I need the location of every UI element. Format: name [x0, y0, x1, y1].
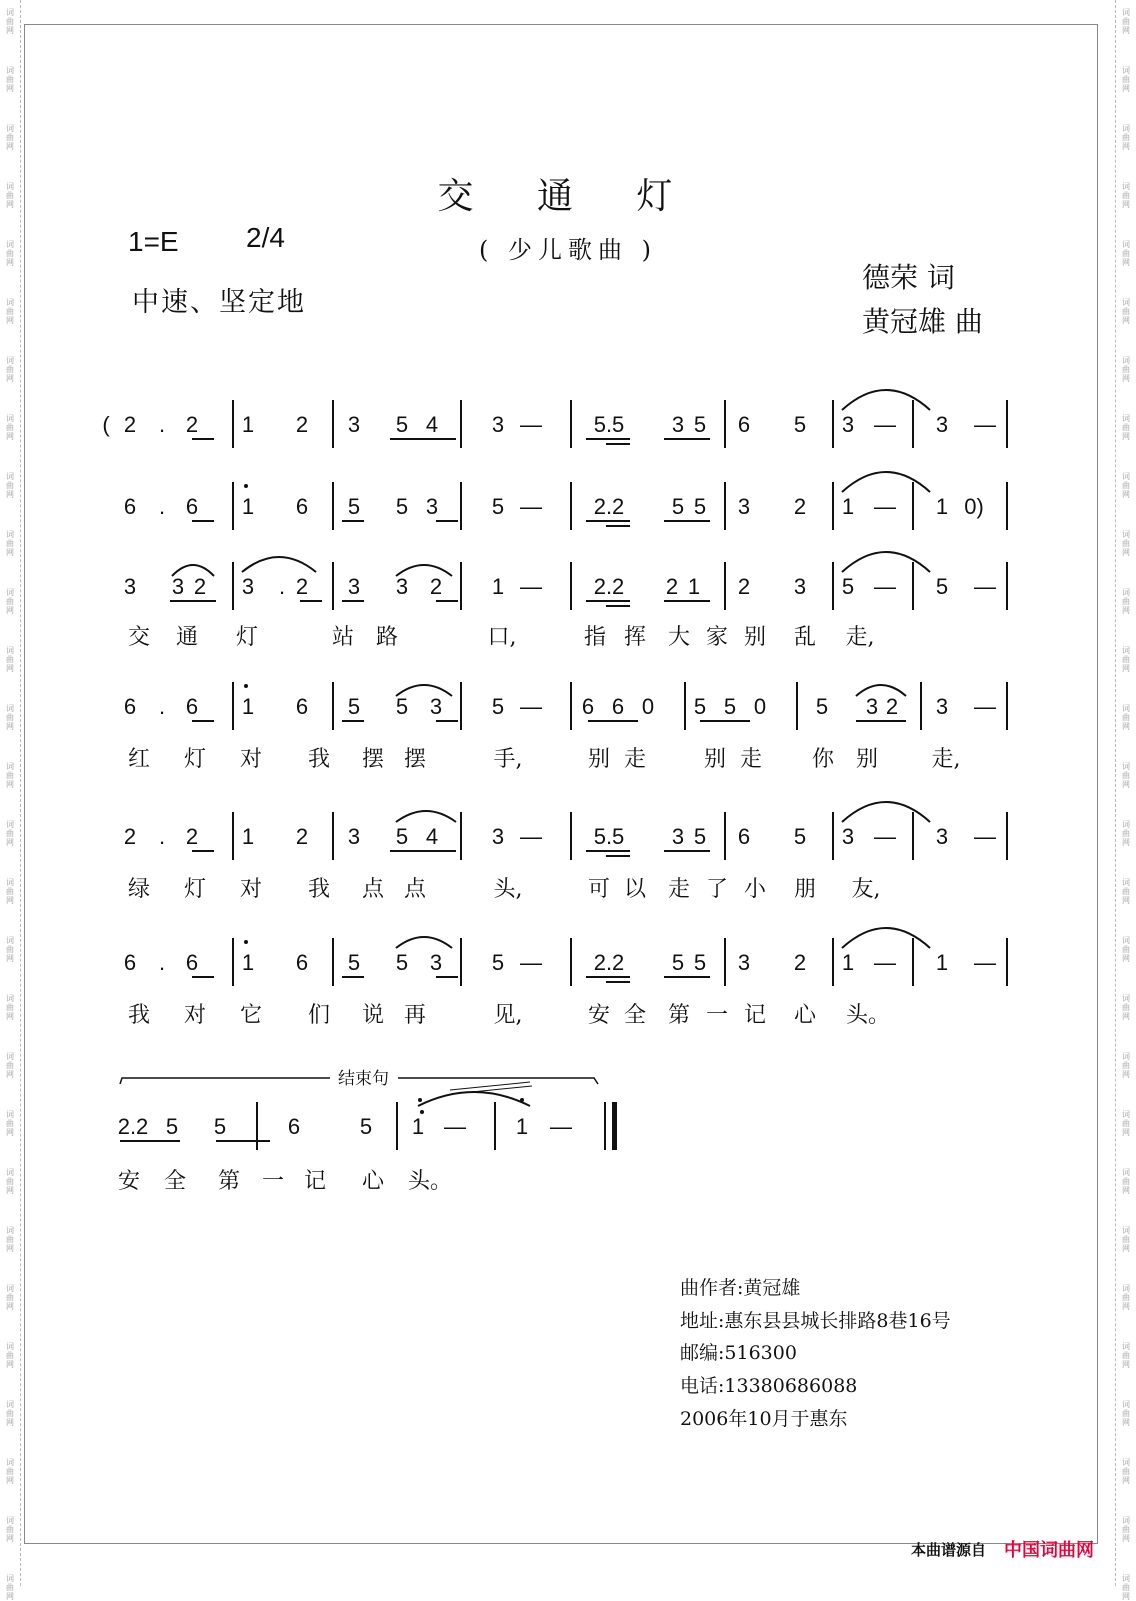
- note: 5: [815, 694, 829, 719]
- lyric-char: 点: [403, 877, 426, 902]
- note: 5: [693, 494, 707, 519]
- watermark-glyph: 词 曲 网: [1122, 1226, 1130, 1253]
- watermark-glyph: 词 曲 网: [1122, 414, 1130, 441]
- note: 2.2: [593, 950, 625, 975]
- watermark-glyph: 词 曲 网: [6, 646, 14, 673]
- lyric-char: 一: [705, 1003, 728, 1028]
- note: 5: [693, 412, 707, 437]
- note: 2: [123, 824, 137, 849]
- lyric-char: 们: [307, 1003, 330, 1028]
- note: 3: [241, 574, 255, 599]
- watermark-glyph: 词 曲 网: [1122, 1110, 1130, 1137]
- lyric-char: 交: [127, 625, 150, 650]
- lyricist-credit: 德荣 词: [862, 261, 955, 294]
- slur: [396, 937, 452, 948]
- note: 1: [241, 412, 255, 437]
- note: 6: [123, 694, 137, 719]
- slur: [172, 565, 214, 576]
- note: 1: [241, 494, 255, 519]
- watermark-glyph: 词 曲 网: [1122, 530, 1130, 557]
- lyric-char: 灯: [235, 625, 258, 650]
- watermark-glyph: 词 曲 网: [6, 1574, 14, 1601]
- note: 5: [347, 494, 361, 519]
- note: —: [974, 412, 996, 437]
- note: —: [974, 574, 996, 599]
- note: 6: [185, 694, 199, 719]
- note: 2: [193, 574, 207, 599]
- ending-note: 5: [359, 1114, 373, 1139]
- ending-note: 5: [165, 1114, 179, 1139]
- watermark-glyph: 词 曲 网: [6, 1052, 14, 1079]
- note: 5: [347, 694, 361, 719]
- note: 5.5: [593, 412, 625, 437]
- note: 6: [295, 694, 309, 719]
- note: 6: [737, 412, 751, 437]
- note: 6: [185, 494, 199, 519]
- note: 1: [241, 694, 255, 719]
- lyric-char: 全: [623, 1003, 646, 1028]
- watermark-glyph: 词 曲 网: [1122, 1574, 1130, 1601]
- note: 3: [737, 494, 751, 519]
- note: 3: [865, 694, 879, 719]
- tempo-marking: 中速、坚定地: [132, 287, 306, 318]
- lyric-char: 走,: [931, 747, 961, 772]
- watermark-glyph: 词 曲 网: [1122, 820, 1130, 847]
- note: 6: [295, 494, 309, 519]
- watermark-glyph: 词 曲 网: [1122, 356, 1130, 383]
- watermark-glyph: 词 曲 网: [6, 820, 14, 847]
- ending-note: 1: [515, 1114, 529, 1139]
- lyric-char: 见,: [493, 1003, 523, 1028]
- watermark-glyph: 词 曲 网: [6, 994, 14, 1021]
- watermark-glyph: 词 曲 网: [6, 1516, 14, 1543]
- lyric-char: 以: [623, 877, 646, 902]
- note: 5: [671, 494, 685, 519]
- watermark-glyph: 词 曲 网: [1122, 762, 1130, 789]
- note: 6: [581, 694, 595, 719]
- note: 3: [737, 950, 751, 975]
- lyric-char: 头,: [493, 877, 523, 902]
- note: 3: [671, 824, 685, 849]
- note: 2: [885, 694, 899, 719]
- tie: [842, 552, 930, 572]
- lyric-char: 头。: [408, 1169, 453, 1194]
- note: 2: [665, 574, 679, 599]
- note: 3: [171, 574, 185, 599]
- slur: [856, 685, 906, 696]
- lyric-char: 路: [375, 625, 398, 650]
- note: 6: [611, 694, 625, 719]
- song-title: 交 通 灯: [437, 176, 699, 217]
- note: 5: [841, 574, 855, 599]
- watermark-glyph: 词 曲 网: [6, 472, 14, 499]
- lyric-char: 口,: [487, 625, 517, 650]
- lyric-char: 点: [361, 877, 384, 902]
- watermark-glyph: 词 曲 网: [6, 1284, 14, 1311]
- note: 2: [793, 494, 807, 519]
- note: 3: [395, 574, 409, 599]
- lyric-char: 别: [587, 747, 610, 772]
- watermark-glyph: 词 曲 网: [6, 530, 14, 557]
- watermark-glyph: 词 曲 网: [1122, 646, 1130, 673]
- watermark-glyph: 词 曲 网: [6, 414, 14, 441]
- note: 1: [841, 950, 855, 975]
- lyric-char: 头。: [846, 1003, 891, 1028]
- note: 2.2: [593, 574, 625, 599]
- lyric-char: 走: [739, 747, 762, 772]
- watermark-glyph: 词 曲 网: [6, 298, 14, 325]
- watermark-glyph: 词 曲 网: [1122, 472, 1130, 499]
- decrescendo-line: [450, 1082, 530, 1090]
- note: 0: [753, 694, 767, 719]
- note: .: [278, 574, 286, 599]
- watermark-glyph: 词 曲 网: [1122, 704, 1130, 731]
- note: —: [874, 494, 896, 519]
- note: 3: [491, 824, 505, 849]
- watermark-glyph: 词 曲 网: [6, 1458, 14, 1485]
- note: 5: [793, 412, 807, 437]
- tie: [418, 1092, 530, 1106]
- tie: [842, 802, 930, 822]
- lyric-char: 指: [583, 625, 606, 650]
- note: —: [874, 824, 896, 849]
- watermark-glyph: 词 曲 网: [6, 878, 14, 905]
- lyric-char: 你: [811, 747, 834, 772]
- note: 5: [491, 694, 505, 719]
- watermark-glyph: 词 曲 网: [1122, 936, 1130, 963]
- note: 3: [429, 950, 443, 975]
- note: 3: [935, 412, 949, 437]
- ending-note: 6: [287, 1114, 301, 1139]
- lyric-char: 对: [239, 877, 262, 902]
- lyric-char: 家: [705, 625, 728, 650]
- lyric-char: 友,: [851, 877, 881, 902]
- note: 2: [295, 824, 309, 849]
- lyric-char: 对: [239, 747, 262, 772]
- watermark-glyph: 词 曲 网: [1122, 1342, 1130, 1369]
- note: —: [874, 412, 896, 437]
- note: 5: [793, 824, 807, 849]
- watermark-glyph: 词 曲 网: [6, 1168, 14, 1195]
- note: —: [520, 950, 542, 975]
- watermark-glyph: 词 曲 网: [1122, 1052, 1130, 1079]
- note: 3: [841, 412, 855, 437]
- lyric-char: 了: [705, 877, 728, 902]
- note: .: [158, 412, 166, 437]
- lyric-char: 通: [175, 625, 198, 650]
- note: 3: [793, 574, 807, 599]
- lyric-char: 乱: [793, 625, 816, 650]
- watermark-glyph: 词 曲 网: [6, 1342, 14, 1369]
- info-postcode: 邮编:516300: [680, 1342, 797, 1364]
- note: .: [158, 824, 166, 849]
- note: —: [874, 574, 896, 599]
- slur: [242, 557, 316, 572]
- note: 2.2: [593, 494, 625, 519]
- note: —: [974, 950, 996, 975]
- watermark-glyph: 词 曲 网: [1122, 1516, 1130, 1543]
- note: 5: [395, 950, 409, 975]
- note: 6: [123, 950, 137, 975]
- note: 1: [241, 950, 255, 975]
- note: 2: [123, 412, 137, 437]
- ending-note: 5: [213, 1114, 227, 1139]
- watermark-glyph: 词 曲 网: [1122, 8, 1130, 35]
- note: —: [974, 694, 996, 719]
- note: 2: [185, 824, 199, 849]
- watermark-glyph: 词 曲 网: [1122, 994, 1130, 1021]
- watermark-glyph: 词 曲 网: [6, 704, 14, 731]
- tie: [842, 472, 930, 492]
- lyric-char: 心: [793, 1003, 816, 1028]
- note: —: [974, 824, 996, 849]
- note: 2: [737, 574, 751, 599]
- watermark-glyph: 词 曲 网: [6, 182, 14, 209]
- note: 3: [671, 412, 685, 437]
- watermark-glyph: 词 曲 网: [1122, 1458, 1130, 1485]
- watermark-glyph: 词 曲 网: [1122, 124, 1130, 151]
- note: 3: [935, 824, 949, 849]
- lyric-char: 挥: [623, 625, 646, 650]
- note: —: [520, 574, 542, 599]
- watermark-glyph: 词 曲 网: [1122, 878, 1130, 905]
- info-author: 曲作者:黄冠雄: [680, 1277, 801, 1299]
- lyric-char: 我: [307, 747, 330, 772]
- watermark-glyph: 词 曲 网: [6, 936, 14, 963]
- time-signature: 2/4: [246, 222, 285, 253]
- lyric-char: 大: [667, 625, 690, 650]
- note: 2: [295, 574, 309, 599]
- lyric-char: 安: [117, 1169, 140, 1194]
- note: 3: [123, 574, 137, 599]
- lyric-char: 走,: [845, 625, 875, 650]
- lyric-char: 走: [667, 877, 690, 902]
- lyric-char: 小: [743, 877, 766, 902]
- watermark-glyph: 词 曲 网: [6, 66, 14, 93]
- composer-credit: 黄冠雄 曲: [862, 305, 983, 338]
- note: 3: [935, 694, 949, 719]
- note: .: [158, 694, 166, 719]
- watermark-glyph: 词 曲 网: [6, 356, 14, 383]
- watermark-glyph: 词 曲 网: [6, 588, 14, 615]
- lyric-char: 记: [743, 1003, 766, 1028]
- note: 2: [429, 574, 443, 599]
- lyric-char: 第: [217, 1169, 240, 1194]
- note: 5: [935, 574, 949, 599]
- note: —: [520, 412, 542, 437]
- watermark-glyph: 词 曲 网: [6, 240, 14, 267]
- note: 3: [347, 824, 361, 849]
- note: 5: [491, 950, 505, 975]
- note: —: [520, 694, 542, 719]
- note: 1: [687, 574, 701, 599]
- watermark-glyph: 词 曲 网: [1122, 588, 1130, 615]
- note: (: [102, 412, 110, 437]
- note: 3: [841, 824, 855, 849]
- watermark-glyph: 词 曲 网: [1122, 1400, 1130, 1427]
- note: 0: [641, 694, 655, 719]
- lyric-char: 红: [127, 747, 150, 772]
- note: 3: [429, 694, 443, 719]
- ending-note: —: [444, 1114, 466, 1139]
- lyric-char: 站: [331, 625, 354, 650]
- lyric-char: 一: [261, 1169, 284, 1194]
- watermark-glyph: 词 曲 网: [1122, 1168, 1130, 1195]
- note: 0): [964, 494, 984, 519]
- lyric-char: 我: [127, 1003, 150, 1028]
- lyric-char: 别: [855, 747, 878, 772]
- note: 4: [425, 412, 439, 437]
- note: 6: [185, 950, 199, 975]
- note: 2: [185, 412, 199, 437]
- song-subtitle: ( 少儿歌曲 ): [479, 236, 657, 264]
- note: 3: [491, 412, 505, 437]
- lyric-char: 对: [183, 1003, 206, 1028]
- note: 5: [347, 950, 361, 975]
- note: 6: [123, 494, 137, 519]
- note: 5: [395, 694, 409, 719]
- lyric-char: 再: [403, 1003, 426, 1028]
- note: 5: [693, 824, 707, 849]
- lyric-char: 它: [239, 1003, 262, 1028]
- watermark-glyph: 词 曲 网: [6, 124, 14, 151]
- lyric-char: 灯: [183, 877, 206, 902]
- note: .: [158, 494, 166, 519]
- note: 5.5: [593, 824, 625, 849]
- lyric-char: 记: [303, 1169, 326, 1194]
- info-address: 地址:惠东县县城长排路8巷16号: [680, 1310, 951, 1332]
- note: —: [520, 494, 542, 519]
- info-phone: 电话:13380686088: [680, 1375, 858, 1397]
- note: 5: [395, 824, 409, 849]
- lyric-char: 手,: [493, 747, 523, 772]
- watermark-glyph: 词 曲 网: [6, 1226, 14, 1253]
- watermark-glyph: 词 曲 网: [1122, 298, 1130, 325]
- slur: [396, 811, 456, 822]
- note: 3: [347, 412, 361, 437]
- slur: [396, 685, 452, 696]
- lyric-char: 可: [587, 877, 610, 902]
- ending-label: 结束句: [334, 1064, 393, 1089]
- key-signature: 1=E: [128, 226, 179, 257]
- tie: [842, 390, 930, 410]
- lyric-char: 别: [703, 747, 726, 772]
- lyric-char: 走: [623, 747, 646, 772]
- note: 1: [935, 494, 949, 519]
- ending-note: 1: [411, 1114, 425, 1139]
- lyric-char: 朋: [793, 877, 816, 902]
- watermark-glyph: 词 曲 网: [1122, 182, 1130, 209]
- lyric-char: 摆: [361, 747, 384, 772]
- lyric-char: 我: [307, 877, 330, 902]
- lyric-char: 第: [667, 1003, 690, 1028]
- watermark-glyph: 词 曲 网: [1122, 66, 1130, 93]
- note: 1: [241, 824, 255, 849]
- note: 2: [295, 412, 309, 437]
- lyric-char: 心: [361, 1169, 384, 1194]
- source-label: 本曲谱源自: [910, 1541, 986, 1559]
- info-date: 2006年10月于惠东: [680, 1408, 848, 1430]
- lyric-char: 说: [361, 1003, 384, 1028]
- lyric-char: 安: [587, 1003, 610, 1028]
- note: 5: [723, 694, 737, 719]
- note: 3: [425, 494, 439, 519]
- note: 5: [671, 950, 685, 975]
- note: —: [520, 824, 542, 849]
- ending-note: 2.2: [117, 1114, 149, 1139]
- note: 3: [347, 574, 361, 599]
- note: 2: [793, 950, 807, 975]
- tie: [842, 928, 930, 948]
- note: 1: [491, 574, 505, 599]
- note: 5: [693, 950, 707, 975]
- slur: [396, 565, 452, 576]
- note: —: [874, 950, 896, 975]
- note: 5: [395, 412, 409, 437]
- note: 6: [295, 950, 309, 975]
- lyric-char: 别: [743, 625, 766, 650]
- note: .: [158, 950, 166, 975]
- note: 1: [935, 950, 949, 975]
- watermark-glyph: 词 曲 网: [1122, 240, 1130, 267]
- watermark-glyph: 词 曲 网: [6, 1400, 14, 1427]
- watermark-glyph: 词 曲 网: [6, 1110, 14, 1137]
- note: 5: [491, 494, 505, 519]
- lyric-char: 灯: [183, 747, 206, 772]
- site-link[interactable]: 中国词曲网: [1004, 1540, 1094, 1561]
- note: 5: [693, 694, 707, 719]
- lyric-char: 绿: [127, 877, 150, 902]
- note: 5: [395, 494, 409, 519]
- note: 4: [425, 824, 439, 849]
- watermark-glyph: 词 曲 网: [6, 8, 14, 35]
- note: 6: [737, 824, 751, 849]
- lyric-char: 摆: [403, 747, 426, 772]
- watermark-glyph: 词 曲 网: [1122, 1284, 1130, 1311]
- ending-note: —: [550, 1114, 572, 1139]
- note: 1: [841, 494, 855, 519]
- lyric-char: 全: [163, 1169, 186, 1194]
- watermark-glyph: 词 曲 网: [6, 762, 14, 789]
